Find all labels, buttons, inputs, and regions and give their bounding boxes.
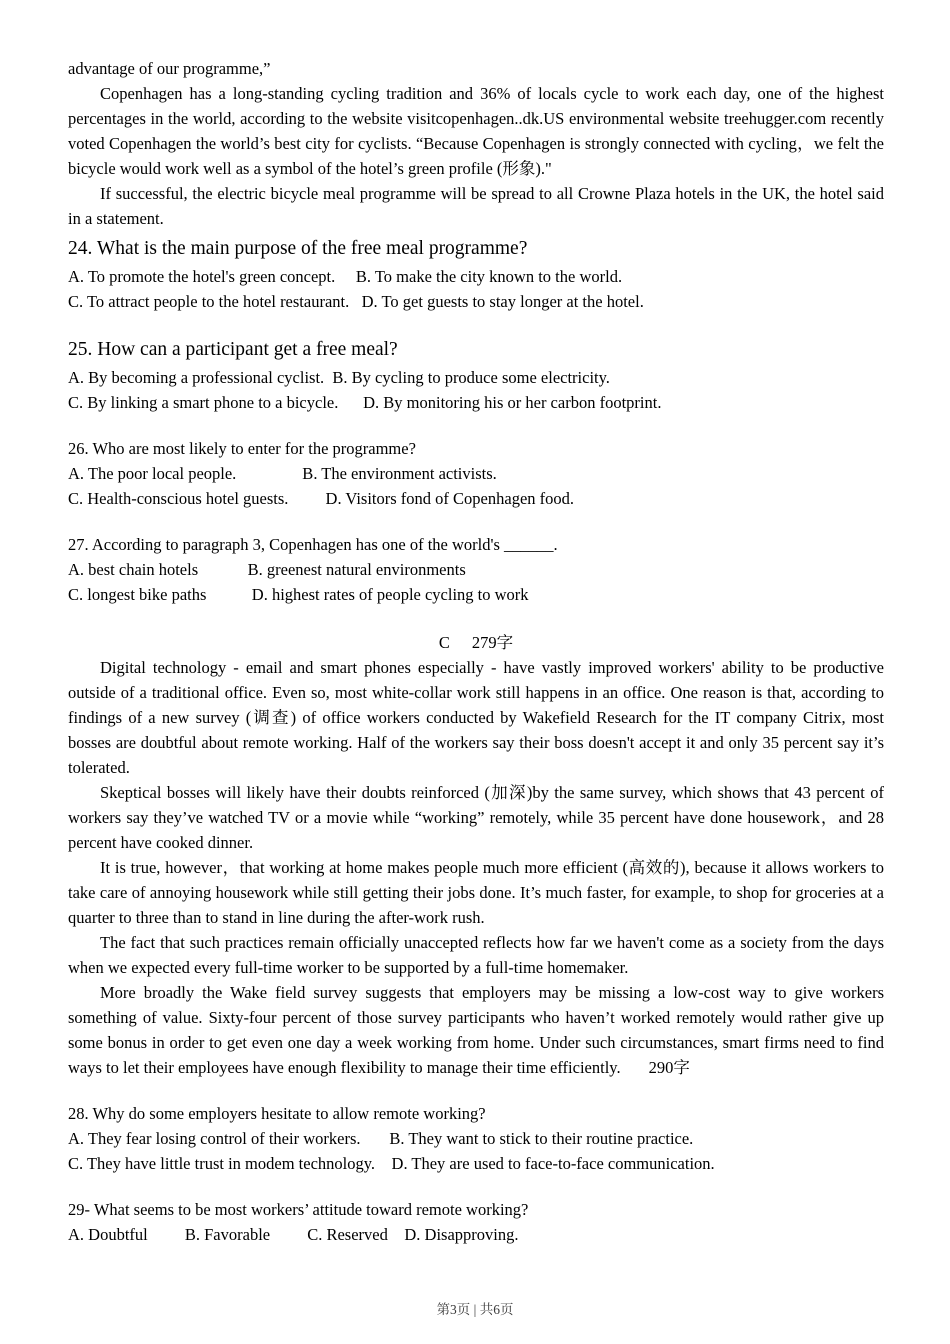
passage-c-word-count-inline: 290字 — [648, 1058, 690, 1077]
question-25 — [68, 335, 884, 415]
question-25-stem: 25. How can a participant get a free meal? — [68, 339, 398, 360]
continuation-line: advantage of our programme,” — [68, 59, 271, 78]
question-28-options-cd: C. They have little trust in modem technology. D. They are used to face-to-face communication. — [68, 1154, 715, 1173]
passage-b-paragraph-2: If successful, the electric bicycle meal programme will be spread to all Crowne Plaza hotels in the UK, the hotel said in a statement. — [68, 184, 884, 228]
passage-c-paragraph-5-text: More broadly the Wake field survey suggests that employers may be missing a low-cost way to give workers something of value. Sixty-four percent of those survey participants who haven’t worked remotely would rather give up some bonus in order to get even one day a week working from home. Under such circumstances, smart firms need to find ways to let their employees have enough flexibility to manage their time efficiently. — [68, 983, 884, 1077]
question-28-options-ab: A. They fear losing control of their workers. B. They want to stick to their routine practice. — [68, 1129, 694, 1148]
question-24-options-ab: A. To promote the hotel's green concept. B. To make the city known to the world. — [68, 267, 623, 286]
passage-c-letter: C — [438, 633, 450, 652]
passage-c-paragraph-2: Skeptical bosses will likely have their doubts reinforced (加深)by the same survey, which shows that 43 percent of workers say they’ve watched TV or a movie while “working” remotely, while 35 percent have done housework，and 28 percent have cooked dinner. — [68, 783, 884, 852]
question-24 — [68, 234, 884, 314]
question-27-options-cd: C. longest bike paths D. highest rates of people cycling to work — [68, 585, 529, 604]
question-29-stem: 29- What seems to be most workers’ attitude toward remote working? — [68, 1200, 529, 1219]
question-27-options-ab: A. best chain hotels B. greenest natural environments — [68, 560, 466, 579]
passage-c-paragraph-3: It is true, however，that working at home makes people much more efficient (高效的), because it allows workers to take care of annoying housework while still getting their jobs done. It’s much faster, for example, to shop for groceries at a quarter to three than to stand in line during the after-work rush. — [68, 858, 884, 927]
question-27 — [68, 532, 884, 607]
question-26-options-cd: C. Health-conscious hotel guests. D. Visitors fond of Copenhagen food. — [68, 489, 575, 508]
question-25-options-cd: C. By linking a smart phone to a bicycle. D. By monitoring his or her carbon footprint. — [68, 393, 662, 412]
question-29-options: A. Doubtful B. Favorable C. Reserved D. Disapproving. — [68, 1225, 519, 1244]
question-26 — [68, 436, 884, 511]
question-29 — [68, 1197, 884, 1247]
passage-c-paragraph-1: Digital technology - email and smart phones especially - have vastly improved workers' ability to be productive outside of a traditional office. Even so, most white-collar work still happens in an office. One reason is that, according to findings of a new survey (调查) of office workers conducted by Wakefield Research for the IT company Citrix, most bosses are doubtful about remote working. Half of the workers say their boss doesn't accept it and only 35 percent say it’s tolerated. — [68, 658, 884, 777]
passage-b-paragraph-1: Copenhagen has a long-standing cycling tradition and 36% of locals cycle to work each day, one of the highest percentages in the world, according to the website visitcopenhagen..dk.US environmental website treehugger.com recently voted Copenhagen the world’s best city for cyclists. “Because Copenhagen is strongly connected with cycling，we felt the bicycle would work well as a symbol of the hotel’s green profile (形象)." — [68, 84, 884, 178]
passage-c-paragraph-5 — [68, 980, 884, 1080]
question-26-stem: 26. Who are most likely to enter for the programme? — [68, 439, 416, 458]
passage-c-heading — [68, 630, 884, 655]
page-footer: 第3页 | 共6页 — [436, 1302, 514, 1317]
question-24-stem: 24. What is the main purpose of the free meal programme? — [68, 238, 528, 259]
question-24-options-cd: C. To attract people to the hotel restaurant. D. To get guests to stay longer at the hotel. — [68, 292, 644, 311]
passage-c-paragraph-4: The fact that such practices remain officially unaccepted reflects how far we haven't come as a society from the days when we expected every full-time worker to be supported by a full-time homemaker. — [68, 933, 884, 977]
question-25-options-ab: A. By becoming a professional cyclist. B. By cycling to produce some electricity. — [68, 368, 610, 387]
passage-c-word-count: 279字 — [471, 633, 514, 652]
question-28-stem: 28. Why do some employers hesitate to allow remote working? — [68, 1104, 486, 1123]
question-28 — [68, 1101, 884, 1176]
question-27-stem: 27. According to paragraph 3, Copenhagen has one of the world's ______. — [68, 535, 558, 554]
question-26-options-ab: A. The poor local people. B. The environment activists. — [68, 464, 497, 483]
